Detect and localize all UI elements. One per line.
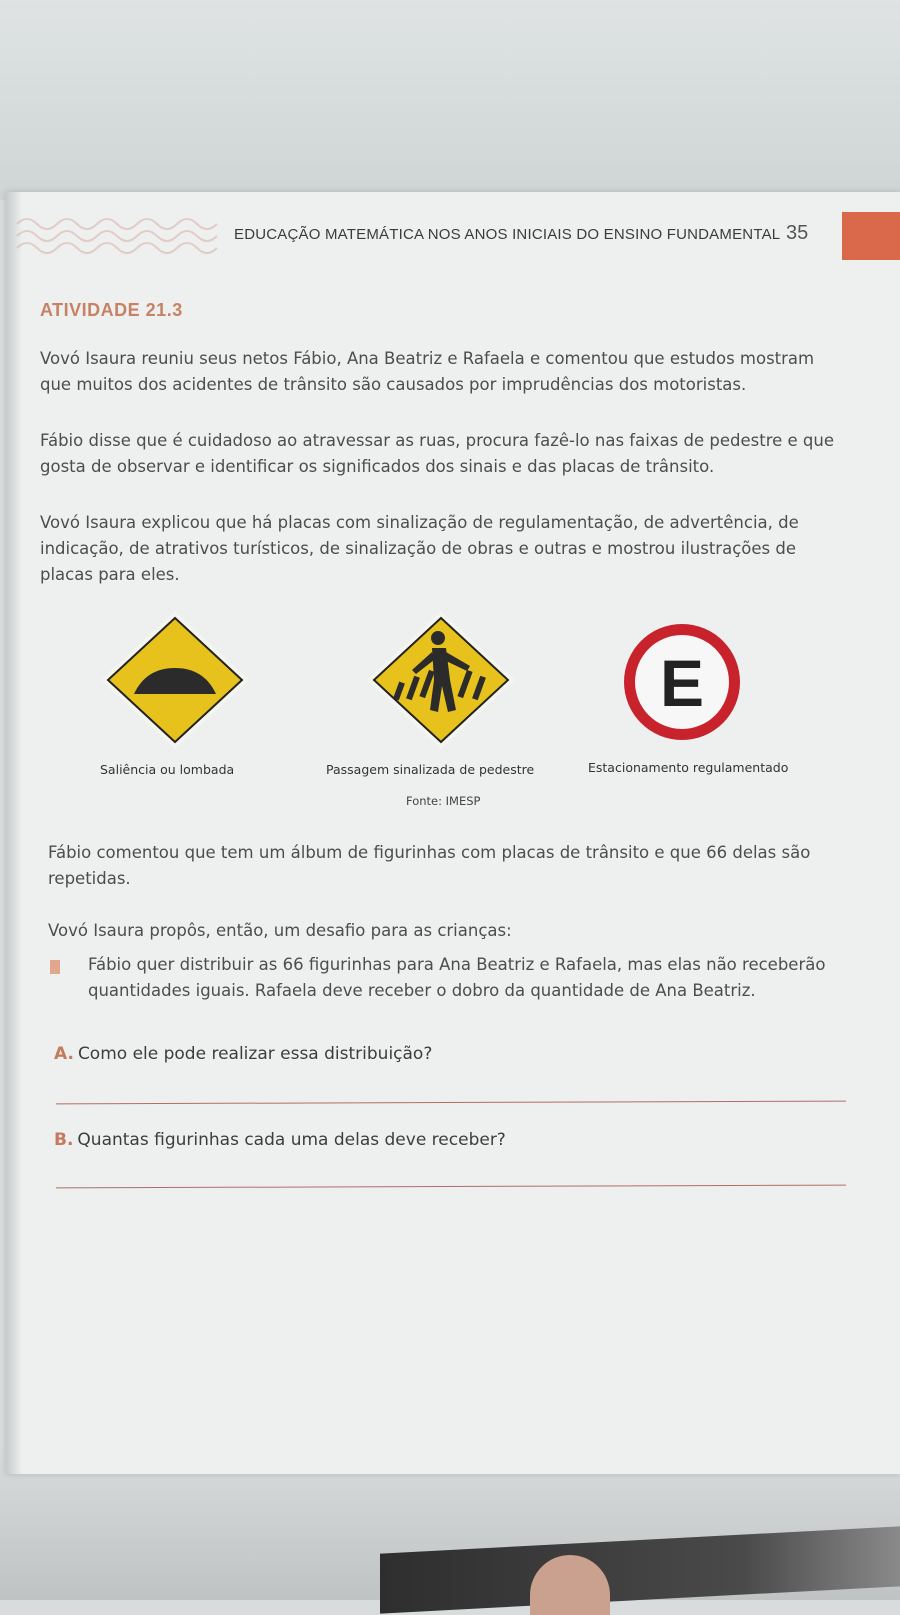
page-spine	[6, 192, 22, 1474]
answer-line-a[interactable]	[56, 1101, 846, 1105]
header-ornament-icon	[12, 212, 222, 256]
paragraph-1: Vovó Isaura reuniu seus netos Fábio, Ana Beatriz e Rafaela e comentou que estudos mostram que muitos dos acidentes de trânsito são causados por imprudências dos motoristas.	[40, 349, 815, 394]
paragraph-5: Vovó Isaura propôs, então, um desafio para as crianças:	[48, 921, 512, 940]
question-a	[54, 1044, 432, 1064]
question-b	[54, 1130, 506, 1150]
sign-caption-pedestrian: Passagem sinalizada de pedestre	[326, 762, 535, 777]
question-a-letter: A.	[54, 1044, 74, 1064]
background-top	[0, 0, 900, 200]
sign-caption-parking: Estacionamento regulamentado	[588, 760, 789, 775]
sign-caption-speed-bump: Saliência ou lombada	[100, 762, 235, 777]
paragraph-2: Fábio disse que é cuidadoso ao atravessar as ruas, procura fazê-lo nas faixas de pedestre e que gosta de observar e identificar os significados dos sinais e das placas de trânsito.	[40, 431, 835, 476]
speed-bump-sign-icon	[100, 610, 250, 750]
corner-tab	[842, 212, 900, 260]
answer-line-b[interactable]	[56, 1185, 846, 1189]
question-b-letter: B.	[54, 1130, 74, 1150]
parking-regulated-sign-icon	[620, 620, 744, 744]
paragraph-3: Vovó Isaura explicou que há placas com sinalização de regulamentação, de advertência, de indicação, de atrativos turísticos, de sinalização de obras e outras e mostrou ilustrações de placas para eles.	[40, 513, 799, 584]
bullet-icon	[50, 960, 60, 974]
challenge-text: Fábio quer distribuir as 66 figurinhas para Ana Beatriz e Rafaela, mas elas não receberão quantidades iguais. Rafaela deve receber o dobro da quantidade de Ana Beatriz.	[88, 955, 826, 1000]
page-number: 35	[786, 222, 809, 244]
image-source: Fonte: IMESP	[406, 794, 481, 808]
parking-letter: E	[659, 646, 705, 720]
question-a-text: Como ele pode realizar essa distribuição?	[77, 1044, 433, 1064]
question-b-text: Quantas figurinhas cada uma delas deve receber?	[77, 1130, 506, 1150]
activity-title: ATIVIDADE 21.3	[40, 300, 183, 320]
book-page	[6, 192, 900, 1474]
header-title: EDUCAÇÃO MATEMÁTICA NOS ANOS INICIAIS DO ENSINO FUNDAMENTAL	[234, 226, 781, 243]
pedestrian-crossing-sign-icon	[366, 610, 516, 750]
paragraph-4: Fábio comentou que tem um álbum de figurinhas com placas de trânsito e que 66 delas são repetidas.	[48, 843, 811, 888]
